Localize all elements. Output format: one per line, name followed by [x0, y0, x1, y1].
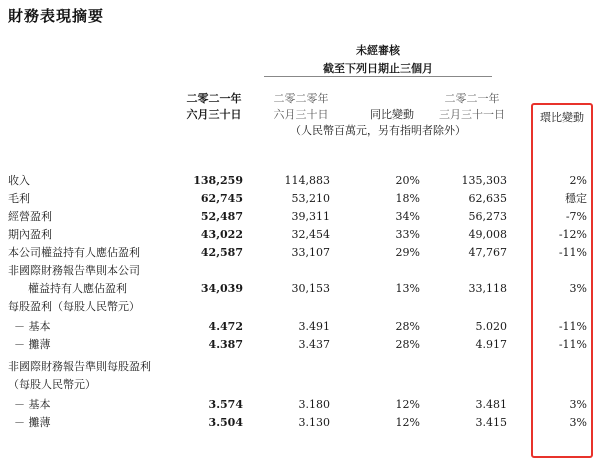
row-label: － 攤薄: [14, 338, 51, 351]
cell-q2-2021: 4.472: [208, 320, 243, 333]
col1-header-line2: 六月三十日: [186, 108, 242, 121]
cell-yoy: 18%: [395, 192, 420, 205]
table-row: [0, 359, 600, 374]
cell-yoy: 12%: [395, 398, 420, 411]
cell-qoq: 3%: [569, 416, 587, 429]
row-label: － 基本: [14, 320, 51, 333]
row-label: 本公司權益持有人應佔盈利: [8, 246, 140, 259]
cell-q2-2020: 39,311: [291, 210, 330, 223]
cell-qoq: -11%: [558, 246, 587, 259]
cell-q2-2020: 33,107: [291, 246, 330, 259]
table-row: [0, 415, 600, 430]
row-label: － 攤薄: [14, 416, 51, 429]
row-label: 非國際財務報告準則本公司: [8, 264, 140, 277]
row-label: 權益持有人應佔盈利: [28, 282, 127, 295]
cell-q2-2021: 4.387: [208, 338, 243, 351]
table-row: [0, 319, 600, 334]
col2-header-line1: 二零二零年: [273, 92, 329, 105]
cell-yoy: 13%: [395, 282, 420, 295]
row-label: （每股人民幣元）: [8, 378, 96, 391]
cell-q2-2021: 3.574: [208, 398, 243, 411]
table-row: [0, 397, 600, 412]
cell-q1-2021: 56,273: [468, 210, 507, 223]
row-label: 經營盈利: [8, 210, 52, 223]
cell-yoy: 28%: [395, 320, 420, 333]
cell-q1-2021: 3.415: [475, 416, 507, 429]
cell-q1-2021: 62,635: [468, 192, 507, 205]
row-label: － 基本: [14, 398, 51, 411]
table-row: [0, 209, 600, 224]
unit-note: （人民幣百萬元，另有指明者除外）: [290, 124, 466, 137]
cell-q2-2021: 43,022: [200, 228, 243, 241]
cell-yoy: 12%: [395, 416, 420, 429]
cell-qoq: -11%: [558, 320, 587, 333]
cell-q2-2021: 42,587: [200, 246, 243, 259]
table-row: [0, 227, 600, 242]
cell-qoq: -12%: [558, 228, 587, 241]
cell-qoq: -7%: [565, 210, 587, 223]
cell-qoq: 3%: [569, 398, 587, 411]
cell-q1-2021: 5.020: [475, 320, 507, 333]
cell-q2-2020: 30,153: [291, 282, 330, 295]
col2-header-line2: 六月三十日: [273, 108, 329, 121]
cell-q1-2021: 4.917: [475, 338, 507, 351]
col3-header: 同比變動: [370, 108, 414, 121]
cell-yoy: 20%: [395, 174, 420, 187]
cell-q1-2021: 47,767: [468, 246, 507, 259]
row-label: 每股盈利（每股人民幣元）: [8, 300, 140, 313]
col4-header-line1: 二零二一年: [444, 92, 500, 105]
cell-q2-2021: 138,259: [193, 174, 243, 187]
row-label: 期內盈利: [8, 228, 52, 241]
col1-header-line1: 二零二一年: [186, 92, 242, 105]
table-row: [0, 263, 600, 278]
table-row: [0, 245, 600, 260]
table-row: [0, 281, 600, 296]
cell-q2-2021: 3.504: [208, 416, 243, 429]
cell-q2-2020: 53,210: [291, 192, 330, 205]
cell-qoq: 3%: [569, 282, 587, 295]
cell-q1-2021: 3.481: [475, 398, 507, 411]
cell-qoq: 2%: [569, 174, 587, 187]
cell-q2-2020: 3.491: [298, 320, 330, 333]
header-rule: [264, 76, 492, 77]
cell-qoq: -11%: [558, 338, 587, 351]
cell-yoy: 34%: [395, 210, 420, 223]
cell-q2-2020: 3.130: [298, 416, 330, 429]
cell-q2-2020: 3.180: [298, 398, 330, 411]
cell-q2-2020: 32,454: [291, 228, 330, 241]
table-row: [0, 337, 600, 352]
col5-header: 環比變動: [540, 111, 584, 124]
cell-q2-2021: 34,039: [200, 282, 243, 295]
cell-yoy: 33%: [395, 228, 420, 241]
cell-q2-2020: 114,883: [284, 174, 330, 187]
table-row: [0, 191, 600, 206]
cell-q1-2021: 135,303: [461, 174, 507, 187]
table-row: [0, 377, 600, 392]
table-row: [0, 299, 600, 314]
cell-yoy: 29%: [395, 246, 420, 259]
period-label: 截至下列日期止三個月: [323, 62, 433, 75]
row-label: 毛利: [8, 192, 30, 205]
cell-q2-2021: 62,745: [200, 192, 243, 205]
cell-q2-2020: 3.437: [298, 338, 330, 351]
table-row: [0, 173, 600, 188]
col4-header-line2: 三月三十一日: [439, 108, 505, 121]
cell-q2-2021: 52,487: [200, 210, 243, 223]
cell-q1-2021: 49,008: [468, 228, 507, 241]
cell-qoq: 穩定: [565, 192, 587, 205]
row-label: 收入: [8, 174, 30, 187]
cell-yoy: 28%: [395, 338, 420, 351]
row-label: 非國際財務報告準則每股盈利: [8, 360, 151, 373]
page-title: 財務表現摘要: [8, 7, 105, 25]
cell-q1-2021: 33,118: [468, 282, 507, 295]
unaudited-label: 未經審核: [356, 44, 400, 57]
